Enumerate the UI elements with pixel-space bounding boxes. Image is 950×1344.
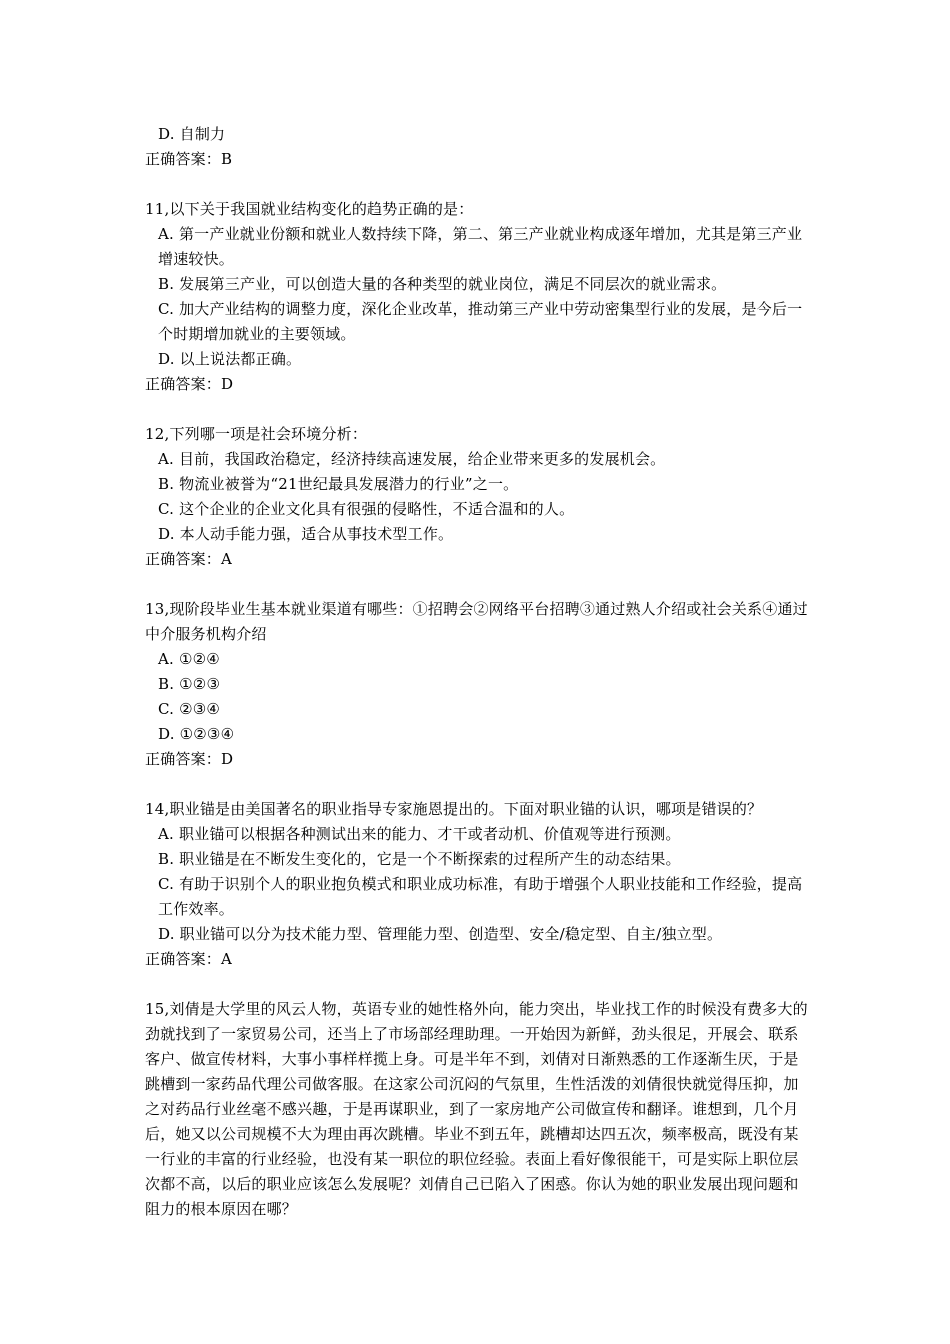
- spacer: [145, 172, 810, 197]
- option-a: A. 职业锚可以根据各种测试出来的能力、才干或者动机、价值观等进行预测。: [158, 825, 681, 843]
- prev-option-d: D. 自制力: [158, 125, 226, 143]
- question-13: [145, 597, 810, 772]
- option-c: C. ②③④: [158, 700, 221, 718]
- option-a: A. 目前，我国政治稳定，经济持续高速发展，给企业带来更多的发展机会。: [158, 450, 666, 468]
- question-stem: 12,下列哪一项是社会环境分析：: [145, 425, 368, 443]
- option-c: C. 这个企业的企业文化具有很强的侵略性，不适合温和的人。: [158, 500, 575, 518]
- answer: 正确答案：D: [145, 750, 234, 768]
- spacer: [145, 772, 810, 797]
- option-c: C. 有助于识别个人的职业抱负模式和职业成功标准，有助于增强个人职业技能和工作经验，提高工作效率。: [158, 875, 803, 918]
- option-a: A. 第一产业就业份额和就业人数持续下降，第二、第三产业就业构成逐年增加，尤其是第三产业增速较快。: [158, 225, 803, 268]
- answer: 正确答案：A: [145, 550, 233, 568]
- option-a: A. ①②④: [158, 650, 220, 668]
- question-14: [145, 797, 810, 972]
- option-d: D. 本人动手能力强，适合从事技术型工作。: [158, 525, 454, 543]
- document-body: [145, 122, 810, 1222]
- answer: 正确答案：D: [145, 375, 234, 393]
- question-15: [145, 997, 810, 1222]
- option-b: B. 发展第三产业，可以创造大量的各种类型的就业岗位，满足不同层次的就业需求。: [158, 275, 727, 293]
- option-b: B. 职业锚是在不断发生变化的，它是一个不断探索的过程所产生的动态结果。: [158, 850, 681, 868]
- question-stem: 11,以下关于我国就业结构变化的趋势正确的是：: [145, 200, 474, 218]
- question-12: [145, 422, 810, 572]
- option-d: D. 以上说法都正确。: [158, 350, 302, 368]
- question-stem: 13,现阶段毕业生基本就业渠道有哪些：①招聘会②网络平台招聘③通过熟人介绍或社会关系④通过中介服务机构介绍: [145, 600, 808, 643]
- spacer: [145, 397, 810, 422]
- question-stem: 15,刘倩是大学里的风云人物，英语专业的她性格外向，能力突出，毕业找工作的时候没有费多大的劲就找到了一家贸易公司，还当上了市场部经理助理。一开始因为新鲜，劲头很足，开展会、联系客户、做宣传材料，大事小事样样揽上身。可是半年不到，刘倩对日渐熟悉的工作逐渐生厌，于是跳槽到一家药品代理公司做客服。在这家公司沉闷的气氛里，生性活泼的刘倩很快就觉得压抑，加之对药品行业丝毫不感兴趣，于是再谋职业，到了一家房地产公司做宣传和翻译。谁想到，几个月后，她又以公司规模不大为理由再次跳槽。毕业不到五年，跳槽却达四五次，频率极高，既没有某一行业的丰富的行业经验，也没有某一职位的职位经验。表面上看好像很能干，可是实际上职位层次都不高，以后的职业应该怎么发展呢？刘倩自己已陷入了困惑。你认为她的职业发展出现问题和阻力的根本原因在哪？: [145, 1000, 808, 1218]
- prev-answer: 正确答案：B: [145, 150, 233, 168]
- spacer: [145, 972, 810, 997]
- answer: 正确答案：A: [145, 950, 233, 968]
- question-11: [145, 197, 810, 397]
- option-b: B. ①②③: [158, 675, 221, 693]
- option-b: B. 物流业被誉为“21世纪最具发展潜力的行业”之一。: [158, 475, 519, 493]
- option-d: D. 职业锚可以分为技术能力型、管理能力型、创造型、安全/稳定型、自主/独立型。: [158, 925, 723, 943]
- option-c: C. 加大产业结构的调整力度，深化企业改革，推动第三产业中劳动密集型行业的发展，是今后一个时期增加就业的主要领域。: [158, 300, 803, 343]
- question-stem: 14,职业锚是由美国著名的职业指导专家施恩提出的。下面对职业锚的认识，哪项是错误的？: [145, 800, 763, 818]
- spacer: [145, 572, 810, 597]
- option-d: D. ①②③④: [158, 725, 235, 743]
